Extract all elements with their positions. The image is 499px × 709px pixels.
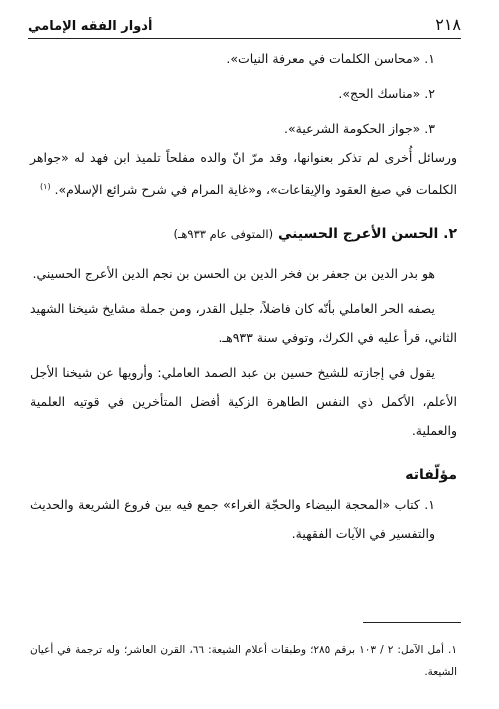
section-dates: (المتوفى عام ٩٣٣هـ) [173,227,274,242]
list-item: ١. «محاسن الكلمات في معرفة النيات». [226,51,435,66]
page-number: ٢١٨ [435,15,461,34]
page-body [30,44,457,548]
section-heading [30,220,457,249]
other-works-paragraph [30,143,457,204]
bio-paragraph: هو بدر الدين بن جعفر بن فخر الدين بن الحسن بن نجم الدين الأعرج الحسيني. [32,266,435,282]
works-heading: مؤلّفاته [405,467,457,484]
page-header [28,8,461,34]
list-item: ١. كتاب «المحجة البيضاء والحجّة الغراء» جمع فيه بين فروع الشريعة والحديث والتفسير في الآيات الفقهية. [30,497,435,542]
header-divider [28,38,461,39]
footnote-reference: (١) [40,182,51,191]
other-works-text: ورسائل أُخرى لم تذكر بعنوانها، وقد مرّ انّ والده مفلحاً تلميذ ابن فهد له «جواهر الكلمات في صيغ العقود والإيقاعات»، و«غاية المرام في شرح شرائع الإسلام». [30,150,457,198]
bio-paragraph: يقول في إجازته للشيخ حسين بن عبد الصمد العاملي: وأرويها عن شيخنا الأجل الأعلم، الأكمل ذي النفس الطاهرة الزكية أفضل المتأخرين في قوتيه العلمية والعملية. [30,365,457,439]
section-title: ٢. الحسن الأعرج الحسيني [277,226,457,243]
list-item: ٢. «مناسك الحج». [338,86,435,101]
bio-paragraph: يصفه الحر العاملي بأنّه كان فاضلاً، جليل القدر، ومن جملة مشايخ شيخنا الشهيد الثاني، قرأ عليه في الكرك، وتوفي سنة ٩٣٣هـ. [30,301,457,346]
list-item: ٣. «جواز الحكومة الشرعية». [284,121,435,136]
running-title: أدوار الفقه الإمامي [28,19,153,34]
footnote: ١. أمل الآمل: ٢ / ١٠٣ برقم ٢٨٥؛ وطبقات أعلام الشيعة: ٦٦، القرن العاشر؛ وله ترجمة في أعيان الشيعة. [30,643,457,678]
footnote-divider [363,622,461,623]
